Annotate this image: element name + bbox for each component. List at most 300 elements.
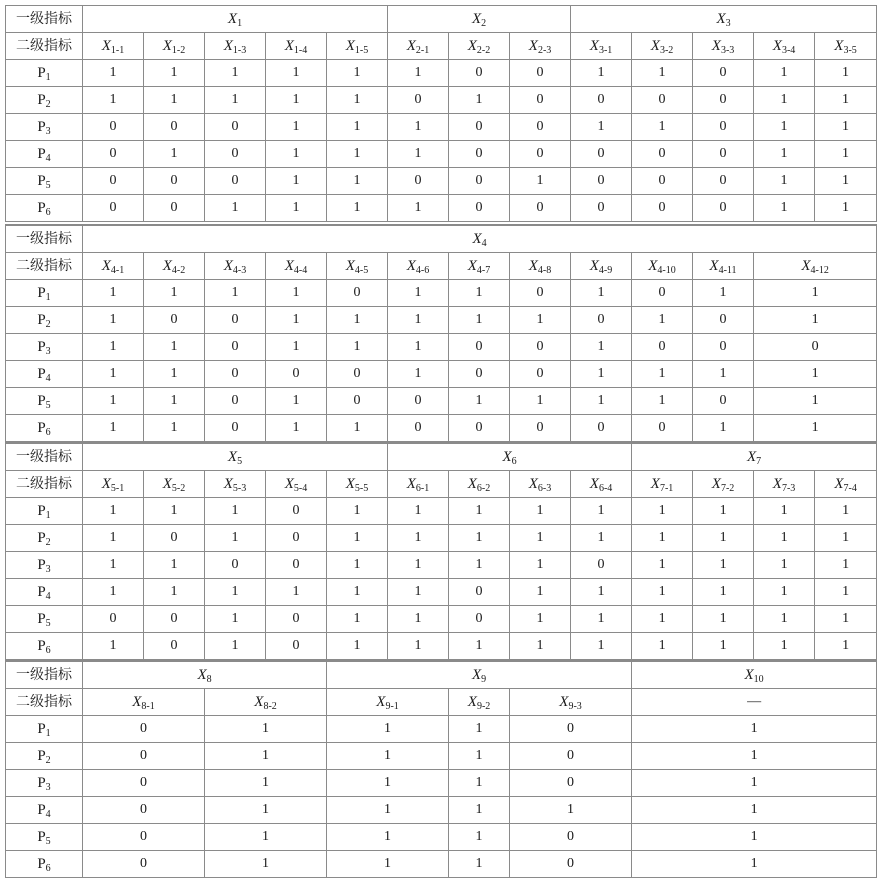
table-cell: 1	[754, 388, 877, 415]
primary-header-x1: $X_1$	[83, 6, 388, 33]
primary-header-x6: $X_6$	[388, 444, 632, 471]
table-cell: 1	[205, 770, 327, 797]
row-label: $P_1$	[6, 280, 83, 307]
table-cell: 1	[632, 851, 877, 878]
table-row	[6, 307, 877, 334]
table-cell: 0	[83, 716, 205, 743]
table-cell: 0	[388, 87, 449, 114]
table-cell: 1	[266, 280, 327, 307]
table-section-x5-x7	[5, 443, 877, 660]
table-cell: 0	[510, 415, 571, 442]
row-label: $P_1$	[6, 498, 83, 525]
table-cell: 1	[388, 307, 449, 334]
secondary-indicator-row	[6, 471, 877, 498]
table-cell: 1	[449, 498, 510, 525]
table-cell: 0	[205, 141, 266, 168]
primary-header-x8: $X_8$	[83, 662, 327, 689]
table-cell: 1	[266, 141, 327, 168]
table-cell: 0	[205, 334, 266, 361]
table-cell: 1	[754, 525, 815, 552]
table-cell: 1	[632, 606, 693, 633]
table-cell: 1	[144, 388, 205, 415]
table-cell: 0	[83, 770, 205, 797]
table-cell: 1	[327, 579, 388, 606]
table-row	[6, 633, 877, 660]
table-cell: 1	[205, 851, 327, 878]
table-cell: 0	[571, 415, 632, 442]
table-cell: 1	[266, 415, 327, 442]
table-row	[6, 141, 877, 168]
table-cell: 1	[632, 114, 693, 141]
table-cell: 1	[388, 498, 449, 525]
table-cell: 1	[632, 498, 693, 525]
secondary-indicator-row	[6, 33, 877, 60]
table-cell: 1	[693, 579, 754, 606]
table-cell: 1	[510, 579, 571, 606]
table-cell: 0	[571, 87, 632, 114]
table-cell: 1	[571, 361, 632, 388]
table-cell: 1	[327, 633, 388, 660]
table-cell: 1	[815, 141, 877, 168]
table-cell: 1	[632, 60, 693, 87]
table-row	[6, 770, 877, 797]
table-cell: 1	[510, 525, 571, 552]
table-cell: 0	[693, 87, 754, 114]
table-cell: 1	[266, 195, 327, 222]
secondary-header-x5-3: $X_{5-3}$	[205, 471, 266, 498]
table-cell: 1	[144, 87, 205, 114]
table-cell: 1	[815, 168, 877, 195]
table-cell: 1	[388, 606, 449, 633]
table-cell: 1	[815, 60, 877, 87]
row-label: $P_6$	[6, 195, 83, 222]
table-cell: 1	[144, 552, 205, 579]
secondary-header-x7-3: $X_{7-3}$	[754, 471, 815, 498]
secondary-header-x6-3: $X_{6-3}$	[510, 471, 571, 498]
table-cell: 1	[83, 525, 144, 552]
table-cell: 0	[449, 579, 510, 606]
table-cell: 0	[510, 114, 571, 141]
secondary-header-x4-6: $X_{4-6}$	[388, 253, 449, 280]
table-cell: 1	[754, 114, 815, 141]
table-cell: 0	[510, 87, 571, 114]
table-cell: 1	[571, 525, 632, 552]
table-cell: 1	[510, 307, 571, 334]
primary-indicator-label: 一级指标	[6, 662, 83, 689]
table-cell: 1	[632, 525, 693, 552]
table-cell: 1	[327, 87, 388, 114]
table-cell: 1	[754, 361, 877, 388]
primary-indicator-row	[6, 6, 877, 33]
table-cell: 1	[815, 498, 877, 525]
table-cell: 0	[327, 388, 388, 415]
table-cell: 1	[205, 579, 266, 606]
table-cell: 1	[449, 388, 510, 415]
table-cell: 0	[693, 307, 754, 334]
row-label: $P_6$	[6, 851, 83, 878]
table-cell: 1	[510, 498, 571, 525]
secondary-header-x3-5: $X_{3-5}$	[815, 33, 877, 60]
table-cell: 0	[144, 606, 205, 633]
table-cell: 1	[449, 770, 510, 797]
primary-indicator-row	[6, 662, 877, 689]
table-cell: 0	[327, 280, 388, 307]
row-label: $P_5$	[6, 388, 83, 415]
table-cell: 1	[754, 87, 815, 114]
table-cell: 1	[693, 361, 754, 388]
table-row	[6, 498, 877, 525]
table-section-x8-x10	[5, 661, 877, 878]
table-cell: 1	[327, 498, 388, 525]
table-cell: 1	[388, 141, 449, 168]
table-cell: 1	[815, 633, 877, 660]
secondary-header-x1-5: $X_{1-5}$	[327, 33, 388, 60]
table-cell: 0	[144, 525, 205, 552]
table-cell: 1	[83, 334, 144, 361]
table-cell: 1	[693, 498, 754, 525]
table-cell: 1	[510, 168, 571, 195]
table-cell: 0	[510, 824, 632, 851]
table-cell: 1	[571, 60, 632, 87]
table-row	[6, 334, 877, 361]
table-cell: 0	[571, 168, 632, 195]
table-cell: 1	[449, 280, 510, 307]
secondary-header-x4-2: $X_{4-2}$	[144, 253, 205, 280]
table-cell: 0	[632, 334, 693, 361]
secondary-header-x2-1: $X_{2-1}$	[388, 33, 449, 60]
table-cell: 1	[83, 60, 144, 87]
table-cell: 0	[571, 552, 632, 579]
primary-header-x2: $X_2$	[388, 6, 571, 33]
table-cell: 1	[388, 114, 449, 141]
table-cell: 1	[144, 280, 205, 307]
secondary-header-x6-4: $X_{6-4}$	[571, 471, 632, 498]
table-cell: 0	[205, 415, 266, 442]
table-cell: 1	[632, 307, 693, 334]
table-row	[6, 743, 877, 770]
secondary-header-x4-10: $X_{4-10}$	[632, 253, 693, 280]
table-cell: 1	[449, 307, 510, 334]
row-label: $P_6$	[6, 633, 83, 660]
table-cell: 1	[327, 114, 388, 141]
secondary-indicator-row	[6, 253, 877, 280]
table-cell: 1	[815, 579, 877, 606]
table-row	[6, 851, 877, 878]
table-cell: 0	[632, 141, 693, 168]
table-cell: 0	[83, 168, 144, 195]
primary-indicator-label: 一级指标	[6, 444, 83, 471]
table-cell: 0	[266, 361, 327, 388]
table-cell: 1	[693, 415, 754, 442]
table-cell: 1	[388, 361, 449, 388]
table-cell: 1	[388, 334, 449, 361]
table-cell: 1	[83, 87, 144, 114]
secondary-header-x8-1: $X_{8-1}$	[83, 689, 205, 716]
table-cell: 0	[449, 141, 510, 168]
secondary-indicator-label: 二级指标	[6, 471, 83, 498]
table-cell: 1	[144, 361, 205, 388]
table-row	[6, 525, 877, 552]
secondary-indicator-label: 二级指标	[6, 253, 83, 280]
primary-header-x3: $X_3$	[571, 6, 877, 33]
row-label: $P_5$	[6, 824, 83, 851]
secondary-header-x1-2: $X_{1-2}$	[144, 33, 205, 60]
table-cell: 1	[327, 552, 388, 579]
table-cell: 0	[693, 388, 754, 415]
secondary-header-x4-11: $X_{4-11}$	[693, 253, 754, 280]
row-label: $P_1$	[6, 60, 83, 87]
table-cell: 0	[449, 195, 510, 222]
table-row	[6, 415, 877, 442]
table-cell: 1	[266, 334, 327, 361]
table-cell: 1	[144, 141, 205, 168]
table-cell: 0	[144, 168, 205, 195]
table-cell: 0	[632, 87, 693, 114]
secondary-header-x5-5: $X_{5-5}$	[327, 471, 388, 498]
table-cell: 1	[754, 280, 877, 307]
secondary-header-x1-1: $X_{1-1}$	[83, 33, 144, 60]
secondary-header-x7-4: $X_{7-4}$	[815, 471, 877, 498]
table-cell: 1	[632, 824, 877, 851]
table-row	[6, 716, 877, 743]
table-row	[6, 114, 877, 141]
secondary-header-x10-dash: —	[632, 689, 877, 716]
primary-header-x4: $X_4$	[83, 226, 877, 253]
table-cell: 1	[693, 525, 754, 552]
table-cell: 0	[83, 797, 205, 824]
table-cell: 0	[205, 361, 266, 388]
table-cell: 1	[83, 361, 144, 388]
table-cell: 1	[449, 552, 510, 579]
primary-indicator-label: 一级指标	[6, 226, 83, 253]
table-cell: 0	[83, 851, 205, 878]
table-cell: 1	[327, 851, 449, 878]
table-row	[6, 195, 877, 222]
row-label: $P_2$	[6, 87, 83, 114]
row-label: $P_5$	[6, 606, 83, 633]
row-label: $P_4$	[6, 579, 83, 606]
table-cell: 1	[83, 498, 144, 525]
primary-indicator-row	[6, 444, 877, 471]
table-cell: 0	[449, 168, 510, 195]
secondary-header-x4-12: $X_{4-12}$	[754, 253, 877, 280]
table-cell: 1	[754, 552, 815, 579]
table-cell: 0	[693, 334, 754, 361]
primary-indicator-row	[6, 226, 877, 253]
table-cell: 1	[693, 280, 754, 307]
table-cell: 1	[632, 797, 877, 824]
table-cell: 0	[510, 334, 571, 361]
table-cell: 1	[632, 716, 877, 743]
secondary-indicator-row	[6, 689, 877, 716]
table-cell: 1	[754, 195, 815, 222]
row-label: $P_1$	[6, 716, 83, 743]
table-cell: 0	[83, 114, 144, 141]
table-cell: 1	[205, 716, 327, 743]
table-cell: 1	[327, 797, 449, 824]
table-cell: 1	[754, 141, 815, 168]
table-cell: 0	[510, 60, 571, 87]
table-cell: 1	[327, 743, 449, 770]
table-cell: 0	[632, 195, 693, 222]
table-cell: 0	[388, 415, 449, 442]
table-cell: 1	[327, 770, 449, 797]
table-cell: 0	[144, 633, 205, 660]
table-cell: 1	[449, 633, 510, 660]
table-cell: 1	[205, 280, 266, 307]
table-section-x1-x3	[5, 5, 877, 222]
table-cell: 1	[205, 633, 266, 660]
table-cell: 1	[571, 606, 632, 633]
table-cell: 1	[754, 168, 815, 195]
secondary-header-x7-2: $X_{7-2}$	[693, 471, 754, 498]
table-cell: 1	[205, 824, 327, 851]
secondary-header-x4-3: $X_{4-3}$	[205, 253, 266, 280]
row-label: $P_3$	[6, 334, 83, 361]
table-cell: 1	[449, 743, 510, 770]
table-cell: 0	[144, 195, 205, 222]
primary-indicator-label: 一级指标	[6, 6, 83, 33]
table-cell: 1	[266, 114, 327, 141]
table-row	[6, 168, 877, 195]
secondary-header-x5-4: $X_{5-4}$	[266, 471, 327, 498]
table-cell: 1	[449, 525, 510, 552]
table-cell: 0	[510, 770, 632, 797]
table-row	[6, 606, 877, 633]
table-cell: 0	[144, 307, 205, 334]
secondary-header-x4-9: $X_{4-9}$	[571, 253, 632, 280]
table-cell: 1	[388, 579, 449, 606]
table-cell: 1	[205, 195, 266, 222]
table-cell: 1	[144, 579, 205, 606]
secondary-header-x7-1: $X_{7-1}$	[632, 471, 693, 498]
table-cell: 0	[510, 280, 571, 307]
table-cell: 0	[571, 307, 632, 334]
table-cell: 1	[510, 552, 571, 579]
table-cell: 0	[632, 168, 693, 195]
table-cell: 1	[571, 633, 632, 660]
secondary-header-x4-1: $X_{4-1}$	[83, 253, 144, 280]
table-cell: 1	[144, 60, 205, 87]
secondary-header-x4-4: $X_{4-4}$	[266, 253, 327, 280]
secondary-header-x2-3: $X_{2-3}$	[510, 33, 571, 60]
table-cell: 1	[510, 797, 632, 824]
secondary-header-x9-1: $X_{9-1}$	[327, 689, 449, 716]
table-cell: 1	[693, 633, 754, 660]
table-cell: 0	[510, 716, 632, 743]
table-cell: 1	[693, 606, 754, 633]
table-cell: 1	[754, 60, 815, 87]
table-cell: 0	[449, 361, 510, 388]
row-label: $P_3$	[6, 114, 83, 141]
table-cell: 1	[144, 498, 205, 525]
table-cell: 1	[754, 579, 815, 606]
table-cell: 1	[388, 633, 449, 660]
table-cell: 0	[510, 851, 632, 878]
secondary-header-x4-5: $X_{4-5}$	[327, 253, 388, 280]
table-row	[6, 579, 877, 606]
table-cell: 1	[327, 195, 388, 222]
secondary-header-x6-1: $X_{6-1}$	[388, 471, 449, 498]
table-row	[6, 60, 877, 87]
table-cell: 1	[510, 388, 571, 415]
primary-header-x9: $X_9$	[327, 662, 632, 689]
secondary-header-x6-2: $X_{6-2}$	[449, 471, 510, 498]
table-cell: 0	[510, 361, 571, 388]
table-cell: 1	[632, 388, 693, 415]
secondary-indicator-label: 二级指标	[6, 689, 83, 716]
row-label: $P_4$	[6, 141, 83, 168]
table-cell: 1	[449, 716, 510, 743]
table-cell: 1	[266, 579, 327, 606]
table-cell: 1	[327, 716, 449, 743]
table-cell: 1	[449, 797, 510, 824]
table-cell: 1	[266, 168, 327, 195]
table-cell: 0	[510, 743, 632, 770]
table-cell: 0	[693, 168, 754, 195]
table-cell: 0	[83, 606, 144, 633]
table-row	[6, 824, 877, 851]
table-cell: 0	[449, 415, 510, 442]
row-label: $P_3$	[6, 552, 83, 579]
table-cell: 1	[815, 606, 877, 633]
table-cell: 0	[205, 114, 266, 141]
table-cell: 1	[205, 743, 327, 770]
table-cell: 0	[510, 195, 571, 222]
table-cell: 1	[815, 195, 877, 222]
table-cell: 1	[388, 195, 449, 222]
table-cell: 1	[205, 606, 266, 633]
table-cell: 1	[327, 168, 388, 195]
table-cell: 0	[693, 195, 754, 222]
table-cell: 1	[327, 141, 388, 168]
table-cell: 1	[754, 307, 877, 334]
table-cell: 1	[266, 87, 327, 114]
secondary-header-x3-2: $X_{3-2}$	[632, 33, 693, 60]
row-label: $P_2$	[6, 307, 83, 334]
secondary-header-x1-4: $X_{1-4}$	[266, 33, 327, 60]
table-cell: 0	[571, 195, 632, 222]
secondary-header-x4-8: $X_{4-8}$	[510, 253, 571, 280]
table-cell: 0	[83, 195, 144, 222]
secondary-header-x9-2: $X_{9-2}$	[449, 689, 510, 716]
table-cell: 1	[266, 388, 327, 415]
table-cell: 0	[266, 525, 327, 552]
table-cell: 1	[83, 633, 144, 660]
table-cell: 1	[754, 633, 815, 660]
table-cell: 1	[388, 552, 449, 579]
table-cell: 1	[754, 415, 877, 442]
row-label: $P_6$	[6, 415, 83, 442]
table-row	[6, 87, 877, 114]
table-cell: 0	[571, 141, 632, 168]
secondary-header-x3-3: $X_{3-3}$	[693, 33, 754, 60]
table-cell: 1	[815, 114, 877, 141]
table-cell: 1	[388, 280, 449, 307]
table-cell: 1	[632, 579, 693, 606]
table-cell: 1	[83, 280, 144, 307]
table-cell: 1	[205, 60, 266, 87]
table-cell: 0	[205, 307, 266, 334]
table-cell: 1	[815, 525, 877, 552]
table-cell: 0	[693, 141, 754, 168]
table-cell: 1	[632, 770, 877, 797]
table-cell: 0	[205, 168, 266, 195]
table-cell: 1	[327, 415, 388, 442]
table-cell: 1	[205, 87, 266, 114]
row-label: $P_5$	[6, 168, 83, 195]
table-section-x4	[5, 225, 877, 442]
